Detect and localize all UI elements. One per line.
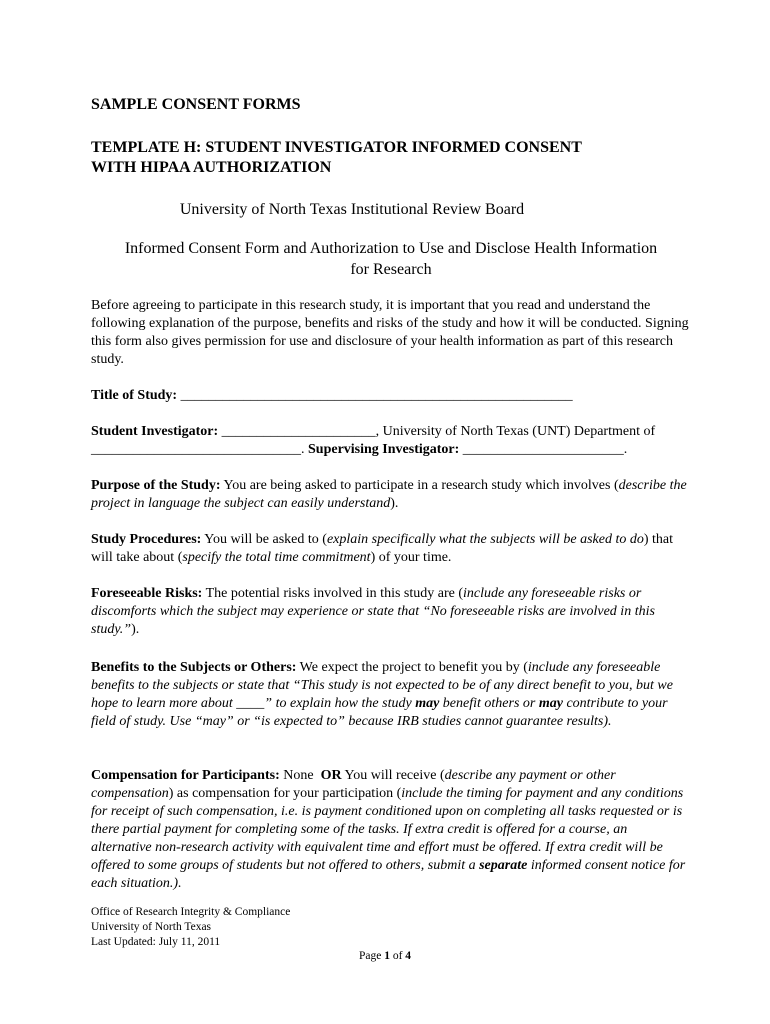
benefits-italic: contribute to your field of study. Use “may” or “is expected to” because IRB studies cannot guarantee results). bbox=[91, 696, 668, 729]
student-investigator-label: Student Investigator: bbox=[91, 424, 219, 439]
procedures-italic: explain specifically what the subjects will be asked to do bbox=[326, 532, 644, 547]
footer-last-updated: Last Updated: July 11, 2011 bbox=[91, 936, 221, 948]
procedures-italic: specify the total time commitment bbox=[182, 550, 371, 565]
page-total: 4 bbox=[405, 950, 412, 962]
compensation-italic: informed consent notice for each situation.). bbox=[91, 858, 686, 891]
page-current: 1 bbox=[384, 950, 390, 962]
purpose-paragraph bbox=[91, 477, 691, 513]
risks-text: ). bbox=[131, 622, 140, 637]
form-title-line2: for Research bbox=[350, 261, 432, 278]
benefits-emphasis: may bbox=[538, 696, 563, 711]
compensation-italic: describe any payment or other compensation bbox=[91, 768, 616, 801]
sample-title: SAMPLE CONSENT FORMS bbox=[91, 96, 301, 113]
procedures-text: You will be asked to ( bbox=[201, 532, 327, 547]
purpose-text: You are being asked to participate in a research study which involves ( bbox=[220, 478, 619, 493]
period: . bbox=[301, 442, 305, 457]
page-number bbox=[0, 949, 770, 964]
benefits-label: Benefits to the Subjects or Others: bbox=[91, 660, 297, 675]
purpose-italic: describe the project in language the subject can easily understand bbox=[91, 478, 687, 511]
risks-text: The potential risks involved in this study are ( bbox=[202, 586, 463, 601]
benefits-text: We expect the project to benefit you by ( bbox=[296, 660, 528, 675]
risks-italic: include any foreseeable risks or discomforts which the subject may experience or state that “No foreseeable risks are involved in this study.” bbox=[91, 586, 655, 637]
title-of-study-label: Title of Study: bbox=[91, 388, 178, 403]
procedures-label: Study Procedures: bbox=[91, 532, 202, 547]
template-title-line1: TEMPLATE H: STUDENT INVESTIGATOR INFORMED CONSENT bbox=[91, 139, 582, 156]
institution-name: University of North Texas Institutional Review Board bbox=[179, 201, 525, 218]
procedures-paragraph bbox=[91, 531, 691, 567]
compensation-paragraph bbox=[91, 767, 691, 893]
template-title-line2: WITH HIPAA AUTHORIZATION bbox=[91, 159, 332, 176]
footer-block bbox=[91, 905, 691, 950]
risks-label: Foreseeable Risks: bbox=[91, 586, 203, 601]
compensation-text: ) as compensation for your participation ( bbox=[168, 786, 402, 801]
compensation-text: You will receive ( bbox=[341, 768, 445, 783]
title-of-study-field[interactable]: ________________________________________________________ bbox=[180, 388, 573, 403]
benefits-italic: include any foreseeable benefits to the subjects or state that “This study is not expected to be of any direct benefit to you, but we hope to learn more about ____” to explain how the study bbox=[91, 660, 673, 711]
footer-university: University of North Texas bbox=[91, 921, 212, 933]
intro-paragraph: Before agreeing to participate in this research study, it is important that you read and understand the following explanation of the purpose, benefits and risks of the study and how it will be conducted. Signing this form also gives permission for use and disclosure of your health information as part of this research study. bbox=[91, 298, 689, 367]
benefits-paragraph bbox=[91, 659, 691, 731]
template-title bbox=[91, 138, 711, 178]
form-title-line1: Informed Consent Form and Authorization to Use and Disclose Health Information bbox=[124, 240, 658, 257]
page-prefix: Page bbox=[358, 950, 385, 962]
form-title bbox=[91, 238, 691, 280]
purpose-label: Purpose of the Study: bbox=[91, 478, 221, 493]
unt-department-text: , University of North Texas (UNT) Department bbox=[375, 424, 640, 439]
purpose-end: ). bbox=[390, 496, 399, 511]
risks-paragraph bbox=[91, 585, 691, 639]
supervising-investigator-field[interactable]: _______________________ bbox=[462, 442, 624, 457]
compensation-none: None bbox=[279, 768, 321, 783]
compensation-emphasis: separate bbox=[479, 858, 528, 873]
procedures-text: ) of your time. bbox=[370, 550, 452, 565]
investigators-paragraph bbox=[91, 423, 691, 459]
compensation-label: Compensation for Participants: bbox=[91, 768, 280, 783]
title-of-study bbox=[91, 387, 691, 405]
compensation-italic: include the timing for payment and any conditions for receipt of such compensation, i.e. is payment conditioned upon on completing all tasks requested or is there partial payment for completing some of the tasks. If extra credit is offered for a course, an alternative non-research activity with equivalent time and effort must be offered. If extra credit will be offered to some groups of students but not offered to others, submit a bbox=[91, 786, 684, 873]
period: . bbox=[623, 442, 628, 457]
student-investigator-field[interactable]: ______________________ bbox=[221, 424, 376, 439]
of-text: of bbox=[643, 424, 656, 439]
department-field[interactable]: ______________________________ bbox=[91, 442, 301, 457]
benefits-emphasis: may bbox=[415, 696, 440, 711]
compensation-or: OR bbox=[320, 768, 342, 783]
supervising-investigator-label: Supervising Investigator: bbox=[308, 442, 460, 457]
benefits-italic: benefit others or bbox=[439, 696, 539, 711]
procedures-text: ) that will take about ( bbox=[91, 532, 673, 565]
footer-office: Office of Research Integrity & Compliance bbox=[91, 906, 291, 918]
page-of: of bbox=[389, 950, 406, 962]
